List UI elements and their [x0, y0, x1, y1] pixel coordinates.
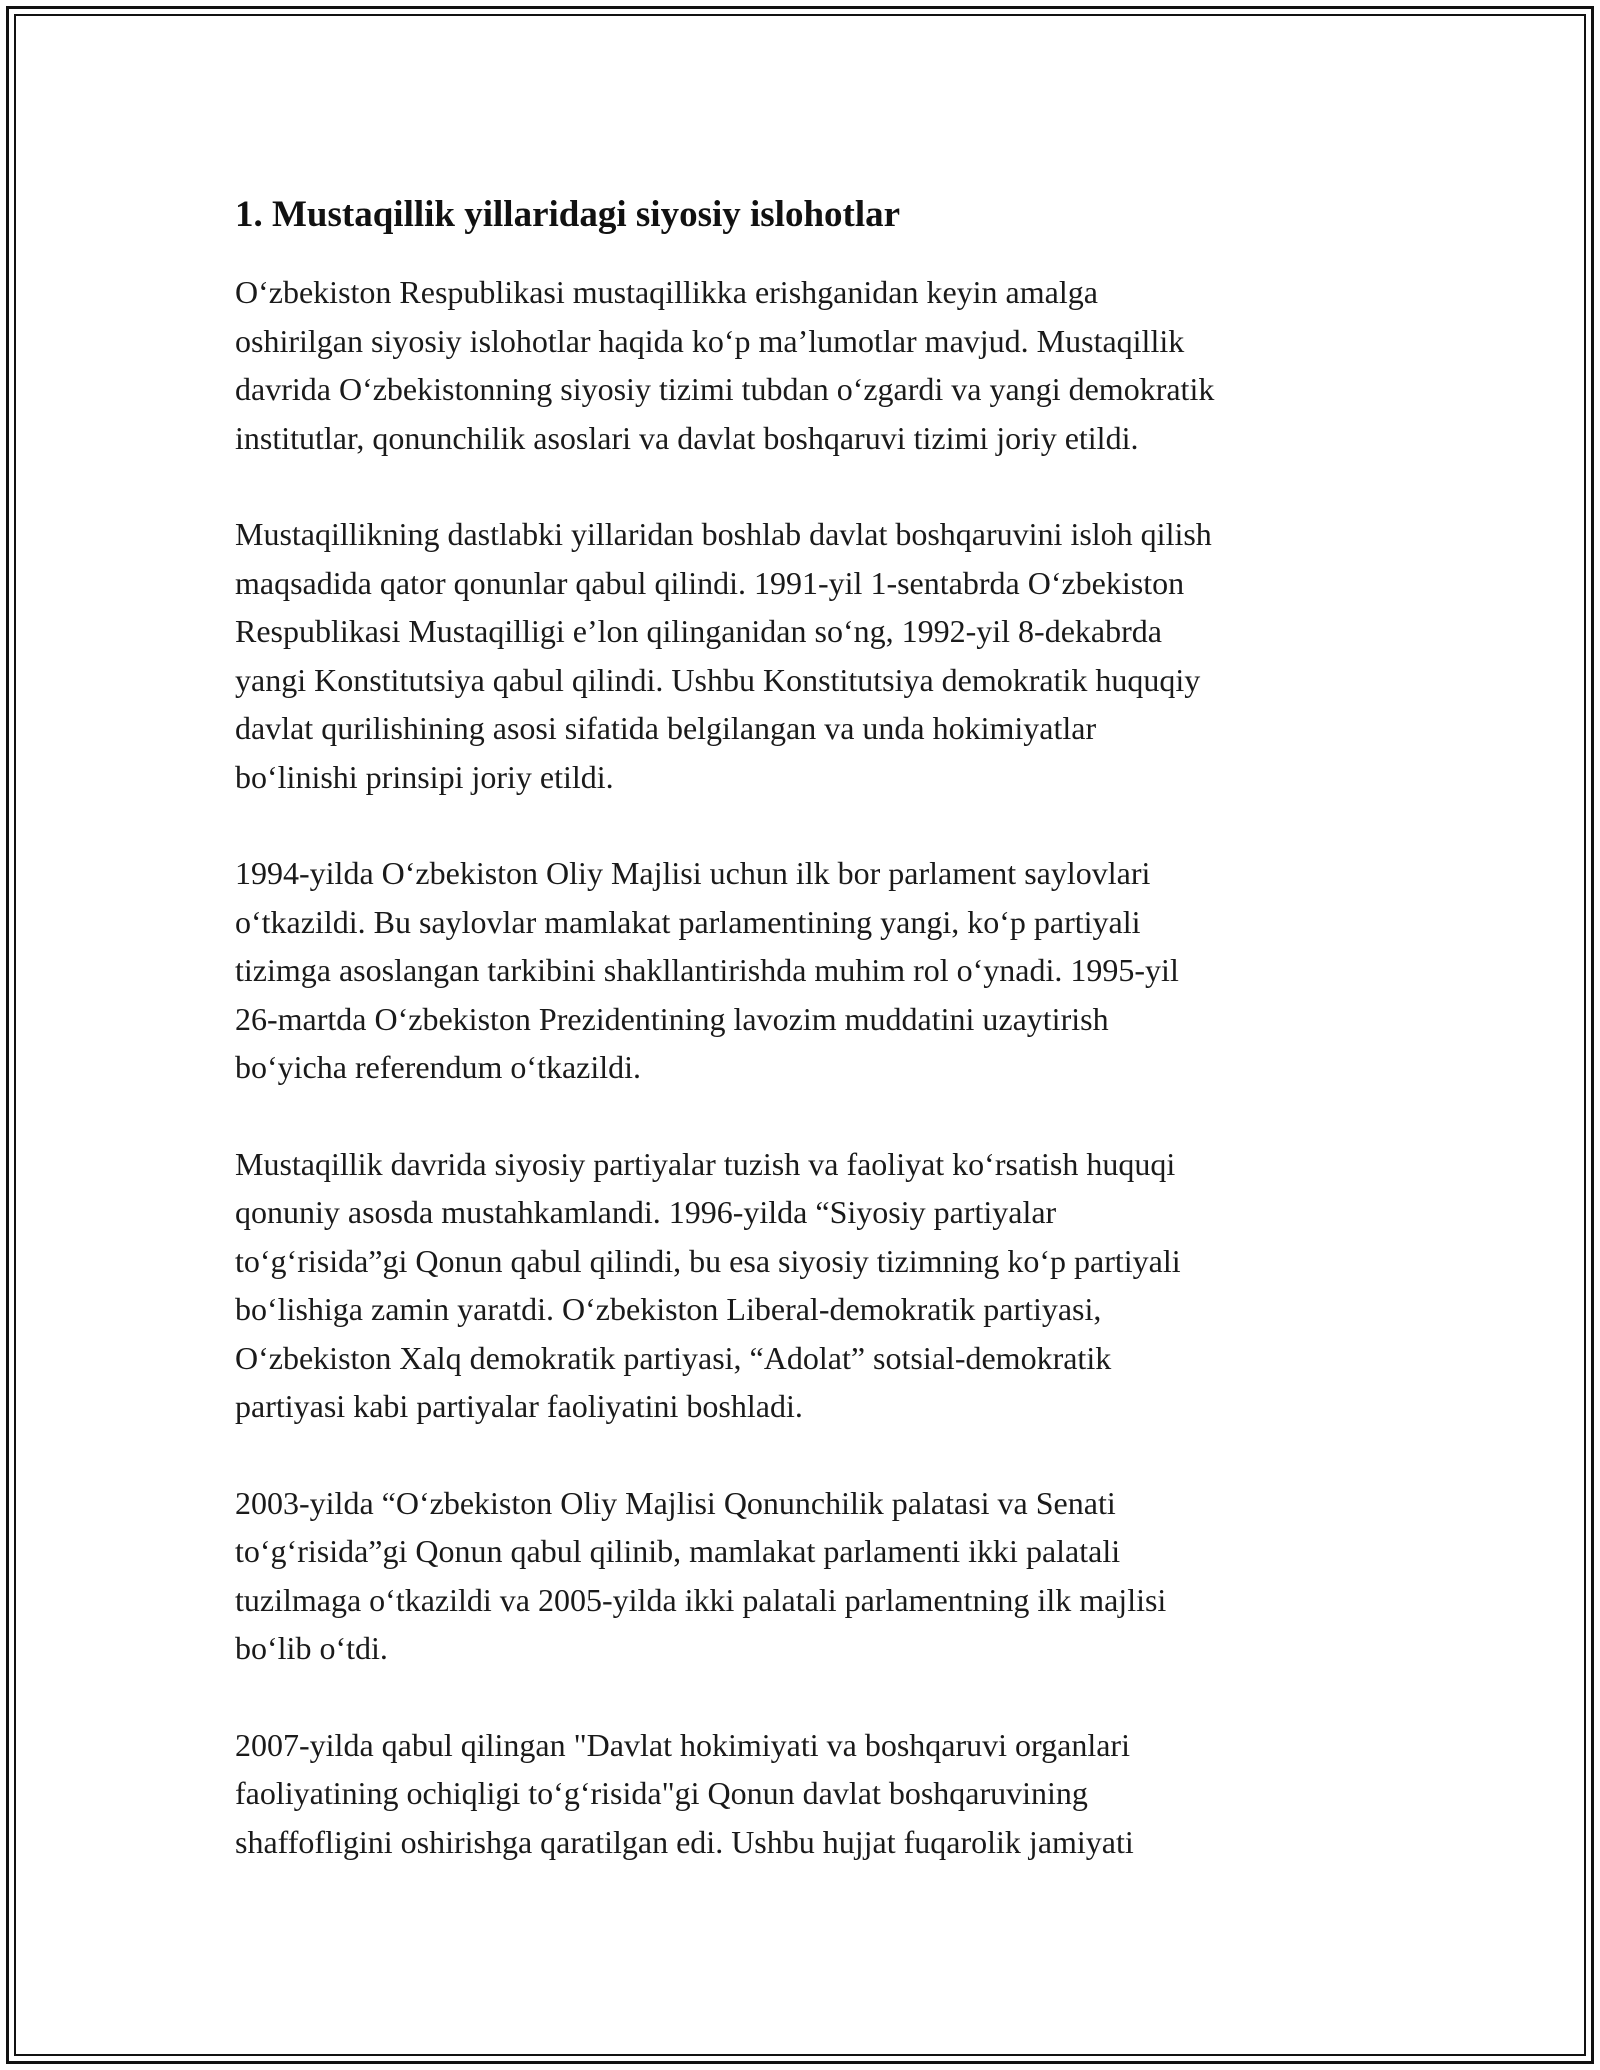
text-line: to‘g‘risida”gi Qonun qabul qilinib, mamlakat parlamenti ikki palatali — [235, 1533, 1121, 1569]
text-line: 1994-yilda O‘zbekiston Oliy Majlisi uchun ilk bor parlament saylovlari — [235, 855, 1151, 891]
text-line: O‘zbekiston Respublikasi mustaqillikka erishganidan keyin amalga — [235, 274, 1098, 310]
paragraph-5 — [235, 1479, 1375, 1673]
paragraph-list — [235, 268, 1375, 1866]
text-line: tuzilmaga o‘tkazildi va 2005-yilda ikki palatali parlamentning ilk majlisi — [235, 1581, 1167, 1618]
text-line: davrida O‘zbekistonning siyosiy tizimi tubdan o‘zgardi va yangi demokratik — [235, 371, 1215, 407]
text-line: institutlar, qonunchilik asoslari va davlat boshqaruvi tizimi joriy etildi. — [235, 419, 1139, 456]
text-line: davlat qurilishining asosi sifatida belgilangan va unda hokimiyatlar — [235, 710, 1097, 746]
text-line: oshirilgan siyosiy islohotlar haqida ko‘p ma’lumotlar mavjud. Mustaqillik — [235, 322, 1185, 359]
paragraph-3 — [235, 849, 1375, 1092]
text-line: yangi Konstitutsiya qabul qilindi. Ushbu Konstitutsiya demokratik huquqiy — [235, 661, 1201, 698]
section-heading: 1. Mustaqillik yillaridagi siyosiy islohotlar — [235, 194, 901, 235]
paragraph-6 — [235, 1721, 1375, 1867]
text-line: 2007-yilda qabul qilingan "Davlat hokimiyati va boshqaruvi organlari — [235, 1726, 1130, 1763]
text-line: 26-martda O‘zbekiston Prezidentining lavozim muddatini uzaytirish — [235, 1000, 1109, 1037]
text-line: qonuniy asosda mustahkamlandi. 1996-yilda “Siyosiy partiyalar — [235, 1194, 1057, 1230]
text-line: bo‘lib o‘tdi. — [235, 1630, 388, 1666]
text-line: faoliyatining ochiqligi to‘g‘risida"gi Qonun davlat boshqaruvining — [235, 1775, 1088, 1811]
text-line: Respublikasi Mustaqilligi e’lon qilinganidan so‘ng, 1992-yil 8-dekabrda — [235, 613, 1162, 649]
text-line: shaffofligini oshirishga qaratilgan edi. Ushbu hujjat fuqarolik jamiyati — [235, 1823, 1134, 1860]
text-line: Mustaqillikning dastlabki yillaridan boshlab davlat boshqaruvini isloh qilish — [235, 516, 1212, 552]
text-line: bo‘yicha referendum o‘tkazildi. — [235, 1049, 642, 1085]
text-line: o‘tkazildi. Bu saylovlar mamlakat parlamentining yangi, ko‘p partiyali — [235, 903, 1141, 940]
text-line: Mustaqillik davrida siyosiy partiyalar tuzish va faoliyat ko‘rsatish huquqi — [235, 1145, 1176, 1182]
text-line: to‘g‘risida”gi Qonun qabul qilindi, bu esa siyosiy tizimning ko‘p partiyali — [235, 1242, 1181, 1279]
paragraph-2 — [235, 510, 1375, 801]
text-line: maqsadida qator qonunlar qabul qilindi. 1991-yil 1-sentabrda O‘zbekiston — [235, 564, 1185, 601]
text-line: 2003-yilda “O‘zbekiston Oliy Majlisi Qonunchilik palatasi va Senati — [235, 1484, 1116, 1521]
text-line: tizimga asoslangan tarkibini shakllantirishda muhim rol o‘ynadi. 1995-yil — [235, 952, 1179, 988]
text-line: O‘zbekiston Xalq demokratik partiyasi, “Adolat” sotsial-demokratik — [235, 1339, 1112, 1376]
text-line: bo‘linishi prinsipi joriy etildi. — [235, 758, 614, 795]
paragraph-1 — [235, 268, 1375, 462]
document-body — [235, 188, 1375, 1914]
text-line: partiyasi kabi partiyalar faoliyatini boshladi. — [235, 1388, 803, 1424]
text-line: bo‘lishiga zamin yaratdi. O‘zbekiston Liberal-demokratik partiyasi, — [235, 1291, 1102, 1327]
paragraph-4 — [235, 1140, 1375, 1431]
